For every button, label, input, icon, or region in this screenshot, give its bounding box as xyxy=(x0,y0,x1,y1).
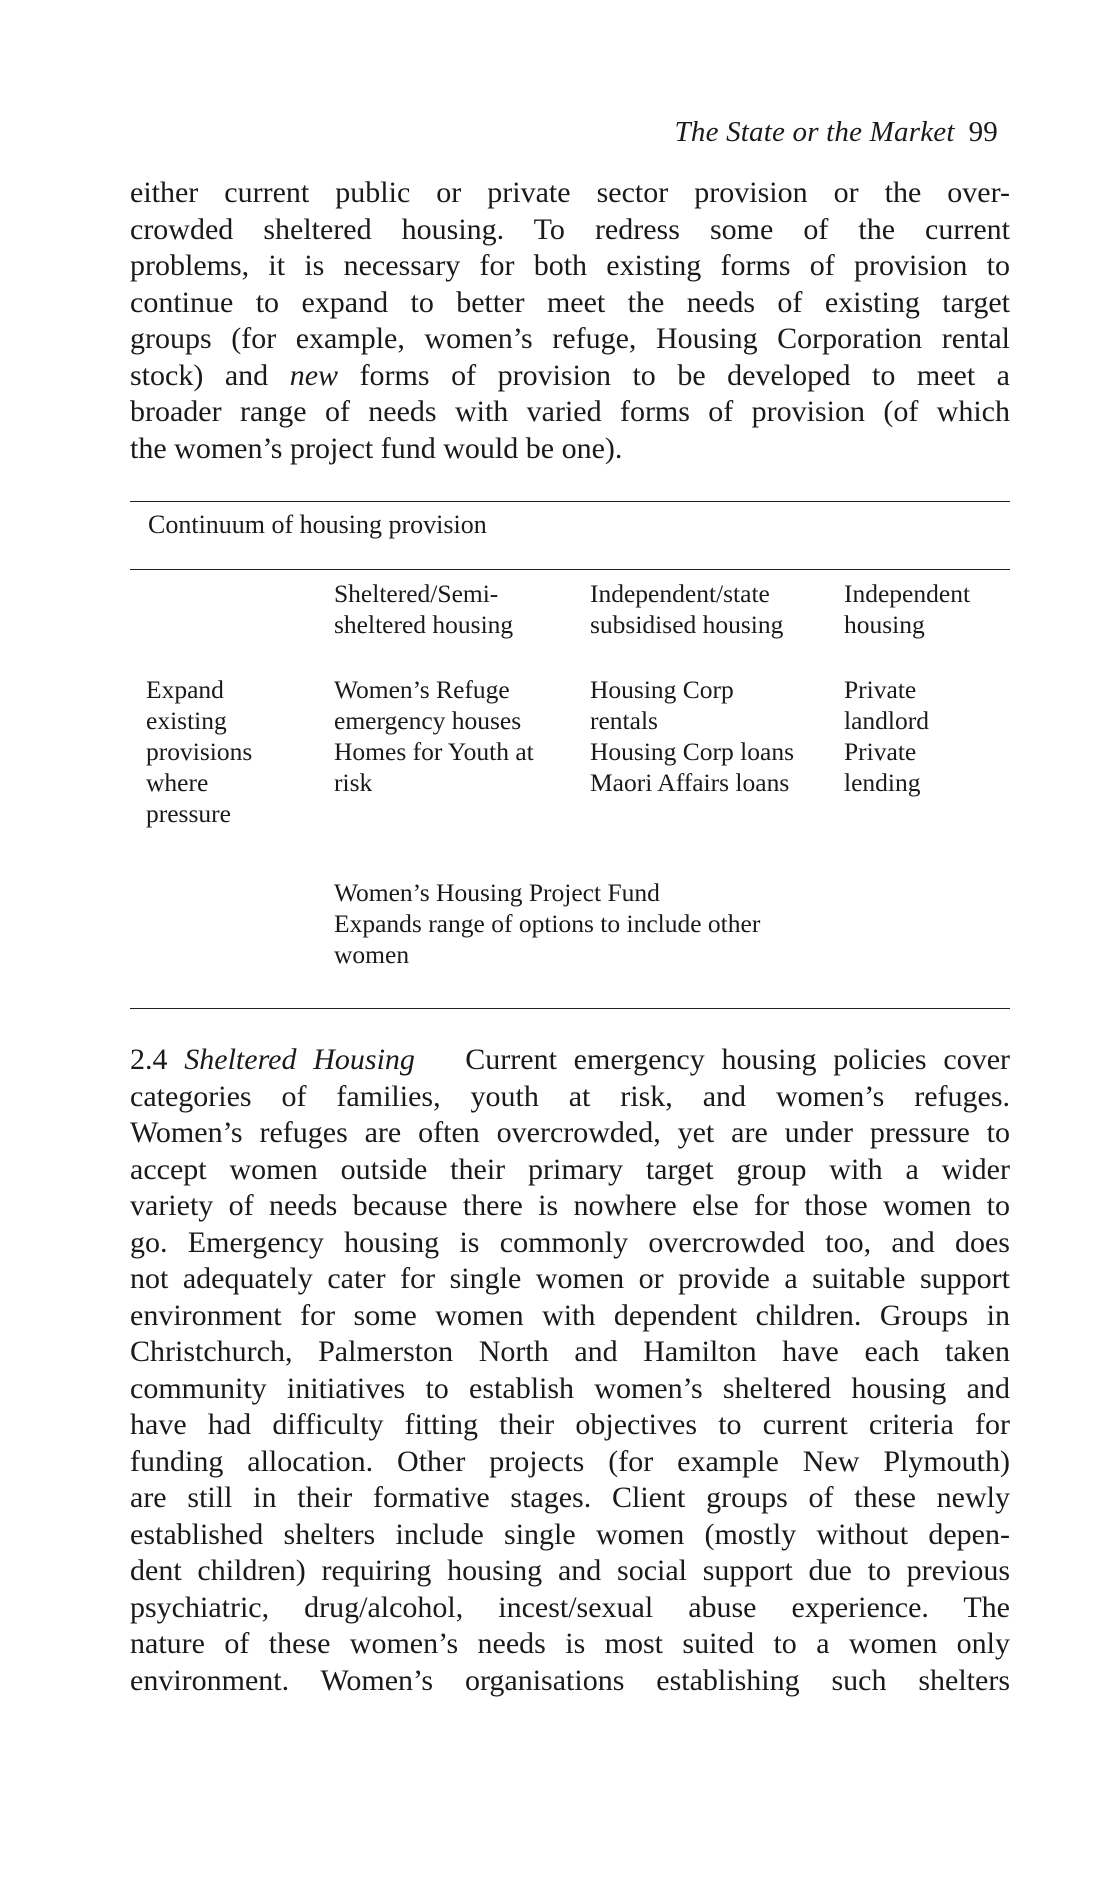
emphasis-new: new xyxy=(289,358,339,392)
header-line: Independent xyxy=(844,579,971,608)
section-number: 2.4 xyxy=(130,1043,168,1076)
cell-line: Homes for Youth at xyxy=(334,737,534,766)
header-line: Independent/state xyxy=(590,579,770,608)
text-line: the women’s project fund would be one). xyxy=(130,431,623,465)
cell-line: Housing Corp xyxy=(590,675,734,704)
cell-sheltered xyxy=(334,674,534,798)
header-line: sheltered housing xyxy=(334,610,514,639)
running-head xyxy=(675,116,998,149)
text-line: dent children) requiring housing and social support due to previous xyxy=(130,1554,1010,1587)
text-line: community initiatives to establish women’s sheltered housing and xyxy=(130,1371,1010,1405)
page-number: 99 xyxy=(968,116,998,148)
cell-independent xyxy=(844,674,929,798)
header-line: housing xyxy=(844,610,925,639)
text-line: environment. Women’s organisations establishing such shelters xyxy=(130,1663,1010,1697)
sheltered-housing-section xyxy=(130,1042,1010,1699)
text-line: not adequately cater for single women or provide a suitable support xyxy=(130,1262,1010,1295)
table-top-rule xyxy=(130,501,1010,502)
text-line: have had difficulty fitting their objectives to current criteria for xyxy=(130,1408,1010,1441)
cell-line: rentals xyxy=(590,706,658,735)
cell-line: landlord xyxy=(844,706,929,735)
header-independent xyxy=(844,578,970,640)
label-line: pressure xyxy=(146,799,231,828)
text-line: Women’s refuges are often overcrowded, yet are under pressure to xyxy=(130,1116,1010,1149)
text-line: variety of needs because there is nowhere else for those women to xyxy=(130,1189,1010,1222)
cell-line: Housing Corp loans xyxy=(590,737,794,766)
label-line: existing xyxy=(146,706,227,735)
text-line: nature of these women’s needs is most suited to a women only xyxy=(130,1627,1010,1660)
header-line: Sheltered/Semi- xyxy=(334,579,499,608)
header-sheltered xyxy=(334,578,513,640)
row-label xyxy=(146,674,252,829)
text-line: either current public or private sector provision or the over- xyxy=(130,176,1010,209)
cell-line: risk xyxy=(334,768,373,797)
text-line: continue to expand to better meet the needs of existing target xyxy=(130,285,1010,319)
cell-line: emergency houses xyxy=(334,706,522,735)
text-run: Current emergency housing policies cover xyxy=(465,1043,1011,1076)
text-line: categories of families, youth at risk, and women’s refuges. xyxy=(130,1079,1010,1113)
table-bottom-rule xyxy=(130,1008,1010,1009)
running-head-title: The State or the Market xyxy=(674,116,955,148)
cell-line: Maori Affairs loans xyxy=(590,768,790,797)
intro-paragraph xyxy=(130,175,1010,467)
text-line: problems, it is necessary for both existing forms of provision to xyxy=(130,249,1010,282)
text-line: accept women outside their primary target group with a wider xyxy=(130,1152,1010,1186)
cell-independent-state xyxy=(590,674,794,798)
text-line: funding allocation. Other projects (for example New Plymouth) xyxy=(130,1444,1010,1478)
text-line: established shelters include single women (mostly without depen- xyxy=(130,1517,1010,1551)
project-fund-note xyxy=(334,877,760,970)
text-run: stock) and xyxy=(130,358,269,392)
section-title: Sheltered Housing xyxy=(184,1043,415,1076)
text-line xyxy=(130,1042,1010,1079)
table-caption: Continuum of housing provision xyxy=(148,510,487,539)
header-line: subsidised housing xyxy=(590,610,784,639)
label-line: where xyxy=(146,768,209,797)
fund-line: Expands range of options to include other xyxy=(334,909,761,938)
label-line: Expand xyxy=(146,675,224,704)
cell-line: Private xyxy=(844,737,917,766)
text-line: psychiatric, drug/alcohol, incest/sexual abuse experience. The xyxy=(130,1590,1010,1624)
text-line: go. Emergency housing is commonly overcrowded too, and does xyxy=(130,1225,1010,1259)
header-independent-state xyxy=(590,578,783,640)
text-line: broader range of needs with varied forms of provision (of which xyxy=(130,395,1010,428)
text-line xyxy=(130,358,1010,395)
text-line: Christchurch, Palmerston North and Hamilton have each taken xyxy=(130,1335,1010,1368)
text-line: groups (for example, women’s refuge, Housing Corporation rental xyxy=(130,322,1010,355)
text-line: are still in their formative stages. Client groups of these newly xyxy=(130,1481,1010,1514)
fund-line: women xyxy=(334,940,410,969)
text-line: environment for some women with dependent children. Groups in xyxy=(130,1298,1010,1332)
label-line: provisions xyxy=(146,737,253,766)
text-run: forms of provision to be developed to meet a xyxy=(359,358,1010,392)
text-line: crowded sheltered housing. To redress some of the current xyxy=(130,212,1010,246)
fund-line: Women’s Housing Project Fund xyxy=(334,878,660,907)
cell-line: Private xyxy=(844,675,917,704)
cell-line: lending xyxy=(844,768,921,797)
cell-line: Women’s Refuge xyxy=(334,675,510,704)
table-header-rule xyxy=(130,569,1010,570)
